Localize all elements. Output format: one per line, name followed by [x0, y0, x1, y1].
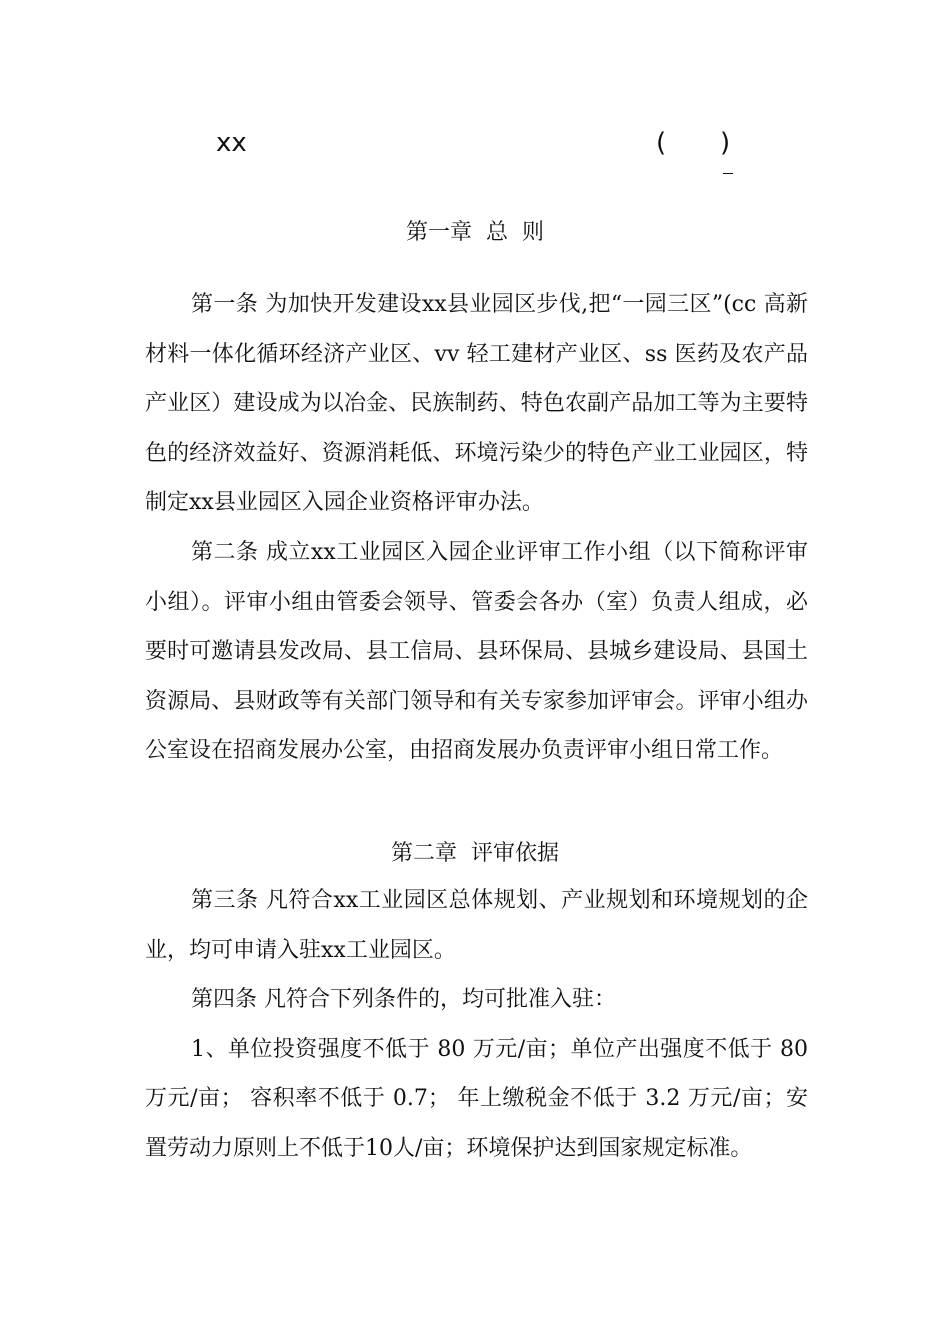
article-3: 第三条 凡符合xx工业园区总体规划、产业规划和环境规划的企业，均可申请入驻xx工业园区。 [145, 888, 808, 963]
chapter-1-body [145, 280, 808, 528]
chapter-1-heading: 第一章 总 则 [406, 220, 544, 245]
article-4-item-1: 1、单位投资强度不低于 80 万元/亩；单位产出强度不低于 80 万元/亩； 容积率不低于 0.7； 年上缴税金不低于 3.2 万元/亩；安置劳动力原则上不低于10人/亩；环境保护达到国家规定标准。 [145, 1036, 808, 1161]
article-4: 第四条 凡符合下列条件的，均可批准入驻： [191, 987, 616, 1012]
chapter-2-body [145, 876, 808, 1173]
article-2: 第二条 成立xx工业园区入园企业评审工作小组（以下简称评审小组）。评审小组由管委会领导、管委会各办（室）负责人组成，必要时可邀请县发改局、县工信局、县环保局、县城乡建设局、县国土资源局、县财政等有关部门领导和有关专家参加评审会。评审小组办公室设在招商发展办公室，由招商发展办负责评审小组日常工作。 [145, 540, 808, 763]
document-title [0, 128, 950, 168]
title-underline-mark [723, 173, 733, 174]
chapter-1-body-2 [145, 528, 808, 776]
article-1: 第一条 为加快开发建设xx县业园区步伐,把“一园三区”(cc 高新材料一体化循环经济产业区、vv 轻工建材产业区、ss 医药及农产品产业区）建设成为以冶金、民族制药、特色农副产品加工等为主要特色的经济效益好、资源消耗低、环境污染少的特色产业工业园区，特制定xx县业园区入园企业资格评审办法。 [145, 292, 808, 515]
title-paren-open: ( [656, 128, 667, 158]
title-prefix: xx [216, 128, 247, 158]
chapter-2-heading: 第二章 评审依据 [391, 841, 559, 866]
title-paren-close: ) [720, 128, 731, 158]
